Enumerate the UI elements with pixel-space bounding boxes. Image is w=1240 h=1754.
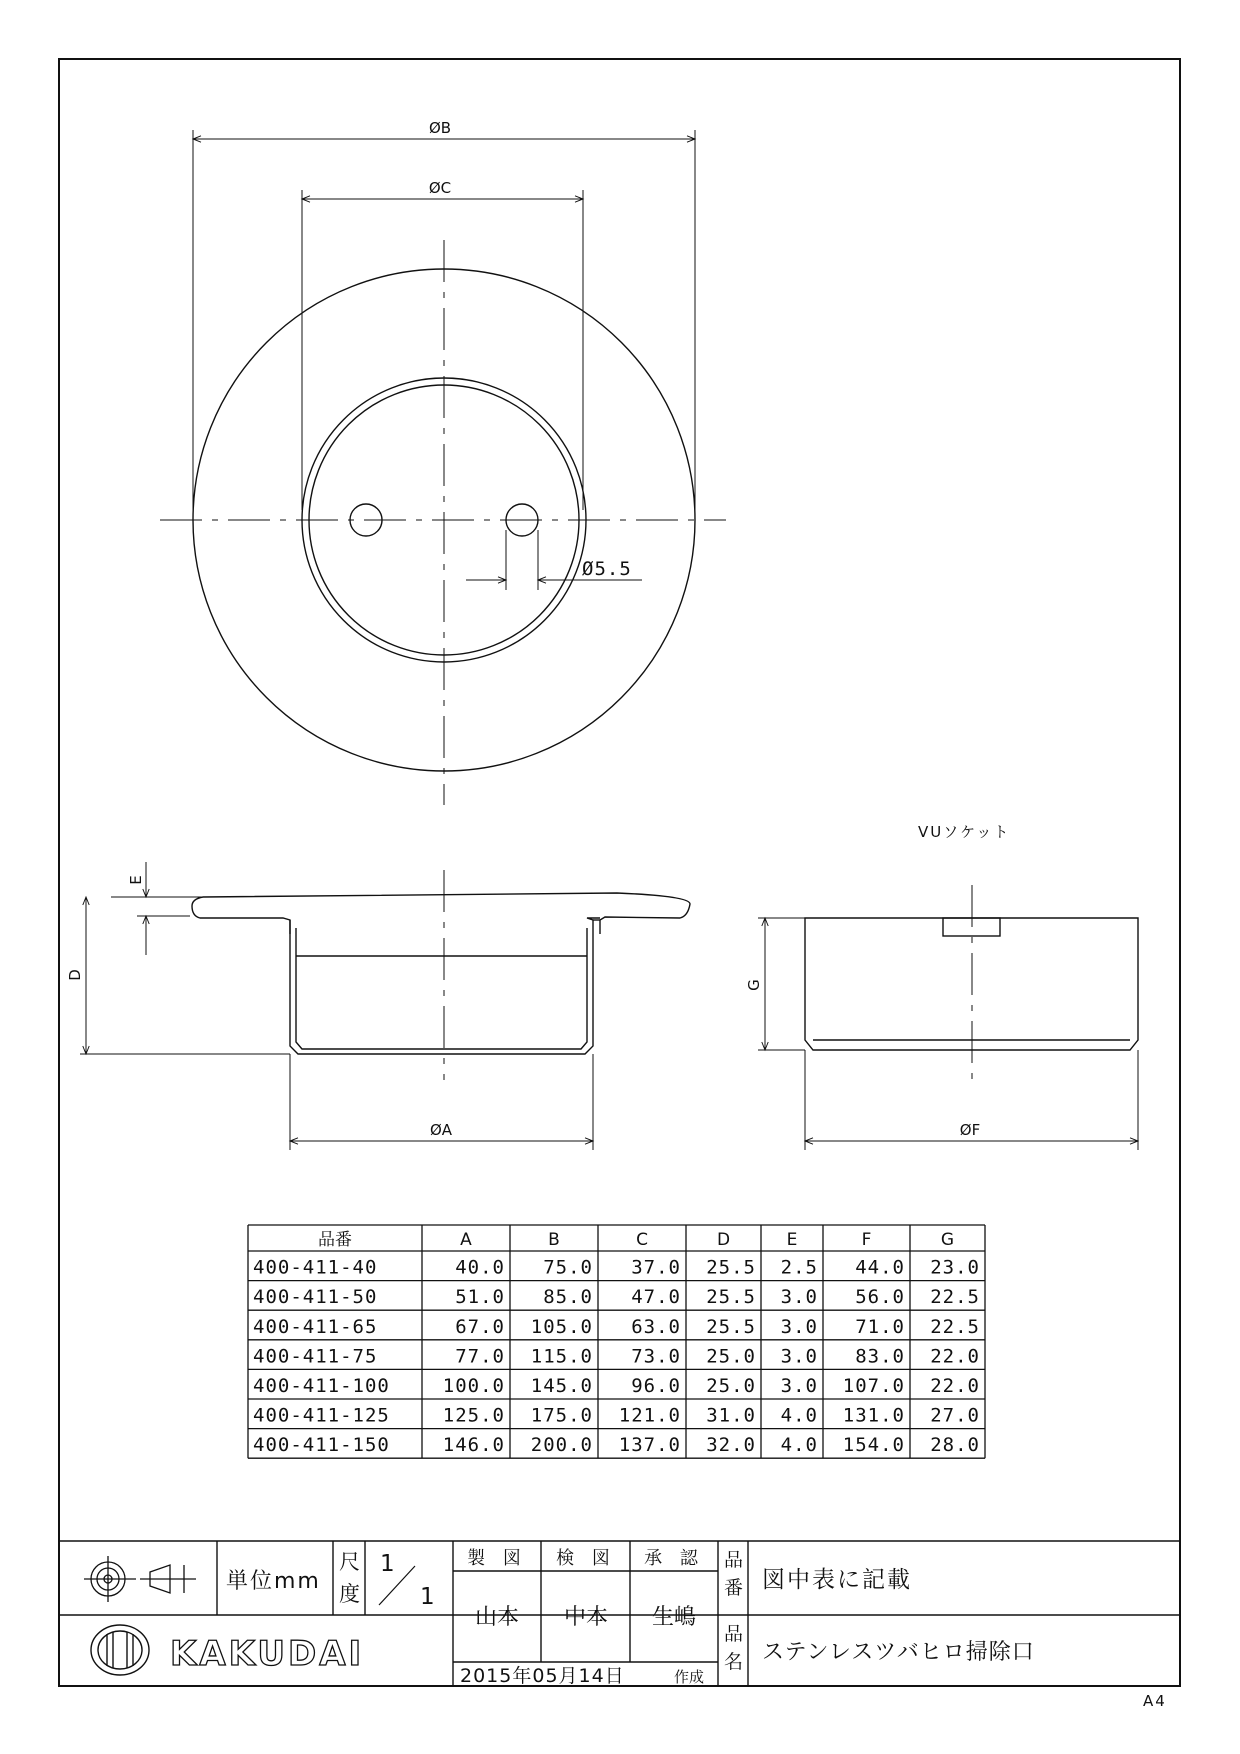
creation-date: 2015年05月14日	[460, 1665, 625, 1687]
table-cell: 63.0	[631, 1315, 681, 1338]
plan-view	[160, 130, 726, 805]
table-cell: 125.0	[442, 1404, 505, 1427]
table-cell: 121.0	[618, 1404, 681, 1427]
table-cell: 400-411-40	[253, 1256, 378, 1279]
table-cell: 2.5	[780, 1256, 818, 1279]
table-cell: 85.0	[543, 1286, 593, 1309]
part-name-label-2: 名	[724, 1651, 744, 1673]
part-no: 図中表に記載	[762, 1567, 912, 1593]
drawn-by: 山本	[474, 1605, 520, 1630]
scale-denominator: 1	[420, 1584, 435, 1610]
table-cell: 25.5	[706, 1315, 756, 1338]
table-cell: 100.0	[442, 1375, 505, 1397]
table-cell: 32.0	[706, 1434, 756, 1457]
part-name-label-1: 品	[724, 1623, 744, 1645]
table-cell: 40.0	[455, 1256, 505, 1279]
table-cell: 77.0	[455, 1345, 505, 1368]
checked-by: 中本	[563, 1605, 609, 1630]
side-view	[80, 862, 690, 1150]
table-cell: 131.0	[842, 1404, 905, 1427]
table-header-0: 品番	[318, 1230, 352, 1250]
table-cell: 25.0	[706, 1345, 756, 1368]
table-cell: 107.0	[842, 1375, 905, 1397]
table-cell: 400-411-150	[253, 1434, 390, 1457]
approved-label: 承 認	[644, 1548, 704, 1569]
sheet-size: A4	[1143, 1692, 1167, 1710]
table-cell: 4.0	[780, 1434, 818, 1457]
table-cell: 105.0	[530, 1315, 593, 1338]
body-outer	[290, 918, 600, 1054]
socket-title: VUソケット	[918, 823, 1011, 841]
dim-label-a: ØA	[429, 1121, 453, 1139]
table-cell: 44.0	[855, 1256, 905, 1279]
table-cell: 25.5	[706, 1286, 756, 1309]
dim-label-d: D	[66, 969, 84, 981]
table-header-2: B	[548, 1230, 560, 1250]
table-cell: 56.0	[855, 1286, 905, 1309]
table-cell: 71.0	[855, 1315, 905, 1338]
table-cell: 28.0	[930, 1434, 980, 1457]
table-cell: 22.5	[930, 1286, 980, 1309]
part-no-label-2: 番	[724, 1577, 744, 1599]
table-cell: 22.5	[930, 1315, 980, 1338]
table-header-3: C	[636, 1230, 648, 1250]
table-cell: 27.0	[930, 1404, 980, 1427]
body-inner	[296, 928, 587, 1049]
table-cell: 115.0	[530, 1345, 593, 1368]
scale-numerator: 1	[380, 1551, 395, 1577]
dim-label-f: ØF	[959, 1121, 981, 1139]
table-cell: 175.0	[530, 1404, 593, 1427]
dim-label-g: G	[745, 979, 763, 991]
table-cell: 37.0	[631, 1256, 681, 1279]
table-cell: 22.0	[930, 1375, 980, 1397]
table-cell: 400-411-100	[253, 1375, 390, 1397]
table-cell: 31.0	[706, 1404, 756, 1427]
table-cell: 3.0	[780, 1315, 818, 1338]
table-cell: 400-411-75	[253, 1345, 378, 1368]
table-cell: 25.5	[706, 1256, 756, 1279]
table-cell: 3.0	[780, 1375, 818, 1397]
table-cell: 400-411-65	[253, 1315, 378, 1338]
table-cell: 22.0	[930, 1345, 980, 1368]
table-header-7: G	[940, 1230, 955, 1250]
kakudai-logo-icon	[91, 1625, 149, 1675]
scale-label-2: 度	[339, 1582, 360, 1606]
unit-label: 単位mm	[226, 1569, 321, 1594]
table-cell: 96.0	[631, 1375, 681, 1397]
dimension-table	[248, 1225, 985, 1458]
creation-date-suffix: 作成	[674, 1668, 705, 1686]
table-cell: 83.0	[855, 1345, 905, 1368]
table-cell: 400-411-50	[253, 1286, 378, 1309]
table-header-5: E	[786, 1230, 798, 1250]
table-cell: 23.0	[930, 1256, 980, 1279]
dim-label-hole: Ø5.5	[582, 558, 632, 580]
drawn-label: 製 図	[467, 1548, 527, 1569]
table-cell: 75.0	[543, 1256, 593, 1279]
dim-label-c: ØC	[428, 179, 452, 197]
brand-logo-text: KAKUDAI	[170, 1634, 365, 1674]
table-cell: 3.0	[780, 1345, 818, 1368]
table-cell: 146.0	[442, 1434, 505, 1457]
table-cell: 4.0	[780, 1404, 818, 1427]
table-cell: 73.0	[631, 1345, 681, 1368]
table-cell: 51.0	[455, 1286, 505, 1309]
table-cell: 3.0	[780, 1286, 818, 1309]
table-cell: 47.0	[631, 1286, 681, 1309]
socket-view	[758, 885, 1138, 1150]
table-cell: 400-411-125	[253, 1404, 390, 1427]
table-cell: 154.0	[842, 1434, 905, 1457]
table-header-6: F	[861, 1230, 872, 1250]
dim-label-e: E	[127, 875, 145, 885]
table-header-1: A	[460, 1230, 472, 1250]
table-cell: 200.0	[530, 1434, 593, 1457]
third-angle-projection-icon	[84, 1556, 196, 1602]
checked-label: 検 図	[556, 1548, 616, 1569]
approved-by: 生嶋	[651, 1605, 697, 1630]
table-cell: 137.0	[618, 1434, 681, 1457]
part-no-label-1: 品	[724, 1549, 744, 1571]
table-header-4: D	[716, 1230, 731, 1250]
table-cell: 67.0	[455, 1315, 505, 1338]
dim-label-b: ØB	[428, 119, 452, 137]
table-cell: 25.0	[706, 1375, 756, 1397]
part-name: ステンレスツバヒロ掃除口	[762, 1640, 1035, 1665]
flange-profile	[192, 893, 690, 934]
scale-label-1: 尺	[339, 1550, 360, 1574]
table-cell: 145.0	[530, 1375, 593, 1397]
